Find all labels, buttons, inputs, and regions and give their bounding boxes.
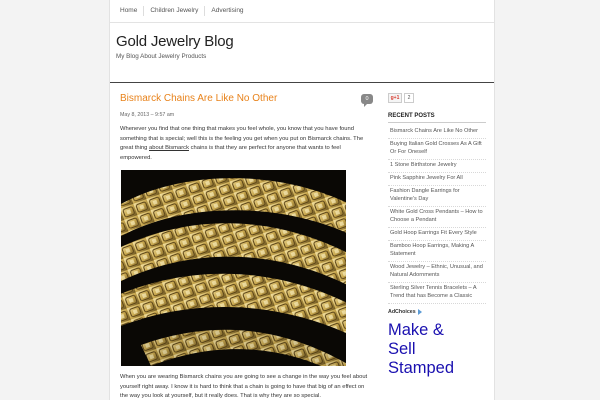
nav-home[interactable]: Home bbox=[114, 6, 144, 16]
post-paragraph bbox=[120, 125, 372, 163]
list-item bbox=[388, 139, 486, 160]
google-plus-button[interactable]: g+1 bbox=[388, 93, 402, 103]
nav-advertising[interactable]: Advertising bbox=[211, 7, 244, 14]
share-row bbox=[388, 93, 486, 103]
sidebar bbox=[388, 93, 486, 378]
post-body bbox=[120, 125, 372, 400]
post-title[interactable]: Bismarck Chains Are Like No Other bbox=[120, 93, 278, 104]
recent-post-link[interactable]: Bamboo Hoop Earrings, Making A Statement bbox=[390, 243, 474, 257]
ad-line: Make & bbox=[388, 321, 444, 339]
top-nav bbox=[110, 0, 494, 23]
ad-line: Sell bbox=[388, 340, 416, 358]
recent-post-link[interactable]: Bismarck Chains Are Like No Other bbox=[390, 128, 478, 134]
adchoices-icon bbox=[418, 309, 422, 315]
comment-count-badge[interactable]: 0 bbox=[361, 94, 373, 104]
adchoices-label: AdChoices bbox=[388, 309, 416, 315]
paragraph-text: Whenever you find that one thing that makes you feel whole, you know that you have found something that is special; well this is the feeling you get when you put on Bismarck chains. The great thing bbox=[120, 126, 364, 151]
recent-post-link[interactable]: Pink Sapphire Jewelry For All bbox=[390, 175, 463, 181]
adchoices-badge[interactable] bbox=[388, 309, 486, 315]
ad-line: Stamped bbox=[388, 359, 455, 377]
post-paragraph: When you are wearing Bismarck chains you are going to see a change in the way you feel about yourself right away. I know it is hard to think that a chain is going to have that big of an effect on the way you look at yourself, but it really does. That is why they are so special. bbox=[120, 374, 368, 399]
site-description: My Blog About Jewelry Products bbox=[116, 53, 207, 60]
recent-post-link[interactable]: White Gold Cross Pendants – How to Choose a Pendant bbox=[390, 209, 483, 223]
list-item bbox=[388, 186, 486, 207]
chain-illustration bbox=[121, 170, 346, 366]
ad-headline[interactable] bbox=[388, 321, 486, 378]
list-item bbox=[388, 228, 486, 241]
page-container bbox=[109, 0, 495, 400]
recent-posts-heading: RECENT POSTS bbox=[388, 113, 486, 123]
list-item bbox=[388, 126, 486, 139]
recent-post-link[interactable]: Gold Hoop Earrings Fit Every Style bbox=[390, 230, 477, 236]
list-item bbox=[388, 160, 486, 173]
recent-post-link[interactable]: Wood Jewelry – Ethnic, Unusual, and Natural Adornments bbox=[390, 264, 483, 278]
recent-post-link[interactable]: 1 Stone Birthstone Jewelry bbox=[390, 162, 457, 168]
post-content bbox=[120, 93, 372, 400]
site-title[interactable]: Gold Jewelry Blog bbox=[116, 33, 234, 50]
post-date: May 8, 2013 – 9:57 am bbox=[120, 112, 175, 118]
google-plus-count: 2 bbox=[404, 93, 414, 103]
recent-post-link[interactable]: Sterling Silver Tennis Bracelets – A Trend that has Become a Classic bbox=[390, 285, 477, 299]
site-header bbox=[110, 23, 494, 83]
recent-posts-list bbox=[388, 126, 486, 304]
list-item bbox=[388, 283, 486, 304]
list-item bbox=[388, 262, 486, 283]
list-item bbox=[388, 241, 486, 262]
nav-children-jewelry[interactable]: Children Jewelry bbox=[144, 6, 205, 16]
post-title-row bbox=[120, 93, 372, 109]
recent-post-link[interactable]: Fashion Dangle Earrings for Valentine's Day bbox=[390, 188, 460, 202]
list-item bbox=[388, 207, 486, 228]
about-bismarck-link[interactable]: about Bismarck bbox=[149, 145, 189, 151]
recent-post-link[interactable]: Buying Italian Gold Crosses As A Gift Or For Oneself bbox=[390, 141, 482, 155]
list-item bbox=[388, 173, 486, 186]
bismarck-chain-image bbox=[121, 170, 346, 366]
paragraph-text: chains is that they are perfect for anyone that wants to feel empowered. bbox=[120, 145, 341, 161]
